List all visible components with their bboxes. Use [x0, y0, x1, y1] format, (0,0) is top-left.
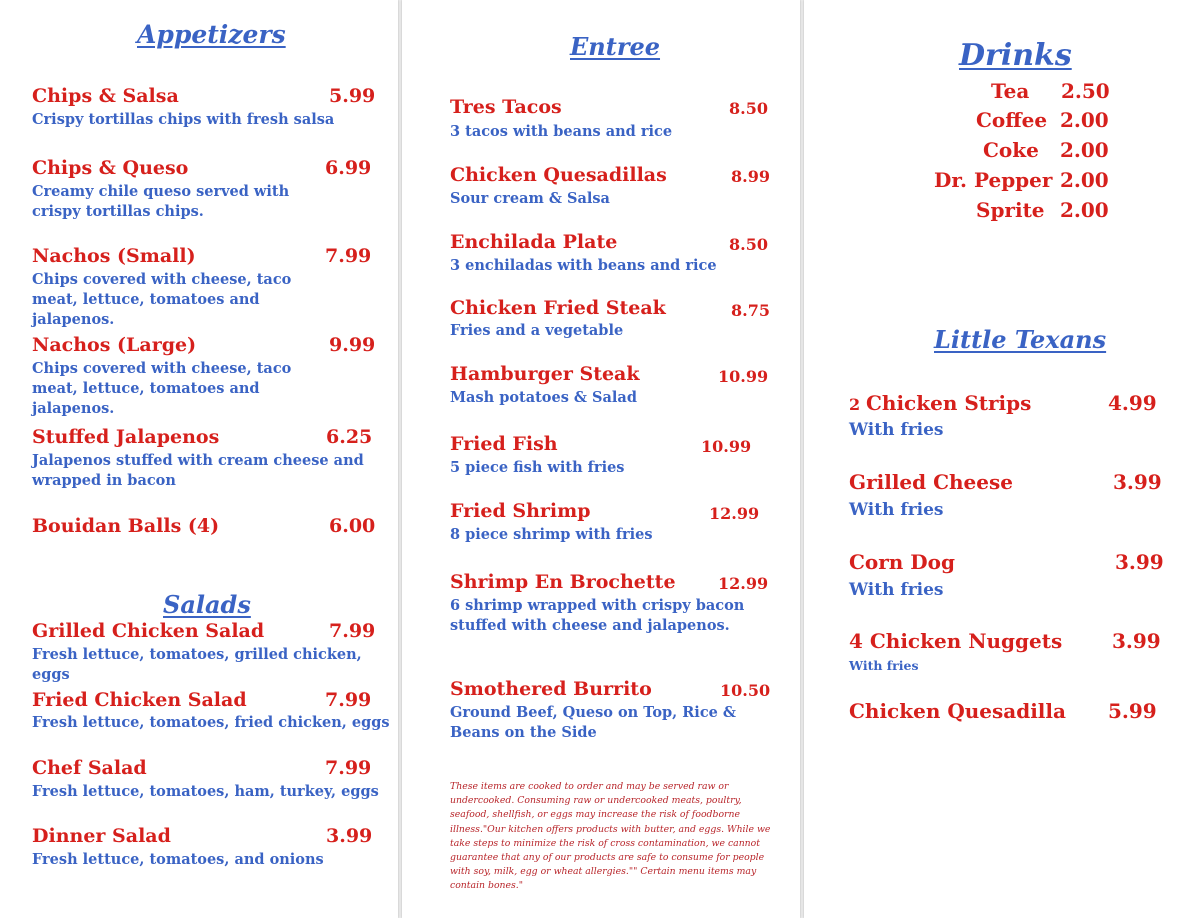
menu-item-desc: Fresh lettuce, tomatoes, grilled chicken, eggs [32, 646, 362, 683]
menu-item-desc: With fries [849, 658, 919, 673]
menu-item-price: 8.99 [731, 167, 770, 186]
menu-item-name: Shrimp En Brochette [450, 571, 676, 593]
menu-item-price: 10.99 [701, 437, 752, 456]
menu-item-price: 8.50 [729, 99, 768, 118]
menu-item-desc: Jalapenos stuffed with cream cheese and wrapped in bacon [32, 452, 364, 489]
menu-item-price: 3.99 [1113, 470, 1162, 494]
menu-item-desc: 3 tacos with beans and rice [450, 123, 673, 140]
drink-price: 2.00 [1060, 168, 1109, 192]
menu-item-price: 3.99 [1115, 550, 1164, 574]
menu-item-desc: Fresh lettuce, tomatoes, and onions [32, 851, 324, 868]
menu-item-price: 7.99 [329, 620, 376, 642]
menu-item-desc: Chips covered with cheese, taco meat, lettuce, tomatoes and jalapenos. [32, 271, 292, 328]
menu-item-name: Chicken Quesadillas [450, 164, 667, 186]
menu-item-price: 7.99 [325, 245, 372, 267]
menu-item-name: Chicken Fried Steak [450, 297, 666, 319]
menu-item-price: 4.99 [1108, 391, 1157, 415]
food-safety-disclaimer: These items are cooked to order and may be served raw or undercooked. Consuming raw or undercooked meats, poultry, seafood, shellfish, or eggs may increase the risk of foodborne illness."Our kitchen offers products with butter, and eggs. While we take steps to minimize the risk of cross contamination, we cannot guarantee that any of our products are safe to consume for people with soy, milk, egg or wheat allergies."" Certain menu items may contain bones." [450, 781, 771, 892]
menu-item-name: Fried Chicken Salad [32, 689, 247, 711]
menu-panel-drinks-kids [804, 0, 1200, 918]
drink-price: 2.50 [1061, 79, 1110, 103]
menu-item-desc: 8 piece shrimp with fries [450, 526, 653, 543]
menu-item-name: Bouidan Balls (4) [32, 515, 220, 537]
menu-item-price: 8.75 [731, 301, 770, 320]
menu-item-desc: Mash potatoes & Salad [450, 389, 637, 406]
menu-item-name: Corn Dog [849, 550, 955, 574]
menu-item-desc: Chips covered with cheese, taco meat, lettuce, tomatoes and jalapenos. [32, 360, 292, 417]
menu-item-name: Fried Fish [450, 433, 558, 455]
menu-item-name: Dinner Salad [32, 825, 171, 847]
menu-item-name: Nachos (Large) [32, 334, 197, 356]
menu-item-price: 3.99 [1112, 629, 1161, 653]
menu-item-desc: With fries [849, 500, 944, 520]
menu-item-name: Grilled Cheese [849, 470, 1013, 494]
menu-item-name: Tres Tacos [450, 96, 562, 118]
menu-panel-entree [402, 0, 800, 918]
drink-name: Tea [991, 79, 1030, 103]
menu-item-desc: Ground Beef, Queso on Top, Rice & Beans on the Side [450, 704, 737, 741]
little-texans-heading: Little Texans [934, 325, 1107, 354]
menu-item-name: Chef Salad [32, 757, 147, 779]
menu-item-name: Chips & Salsa [32, 85, 179, 107]
kids-item-qty: 2 [849, 395, 861, 414]
appetizers-heading: Appetizers [137, 20, 286, 49]
menu-item-price: 10.99 [718, 367, 769, 386]
menu-item-name: 4 Chicken Nuggets [849, 629, 1063, 653]
menu-item-price: 7.99 [325, 757, 372, 779]
menu-item-name: Stuffed Jalapenos [32, 426, 220, 448]
drink-price: 2.00 [1060, 138, 1109, 162]
drinks-heading: Drinks [959, 38, 1072, 73]
drink-name: Coffee [976, 108, 1048, 132]
drink-name: Sprite [976, 198, 1045, 222]
menu-item-desc: With fries [849, 580, 944, 600]
menu-item-price: 10.50 [720, 681, 771, 700]
menu-item-name: Fried Shrimp [450, 500, 591, 522]
drink-price: 2.00 [1060, 198, 1109, 222]
menu-item-price: 6.99 [325, 157, 372, 179]
entree-heading: Entree [570, 32, 661, 61]
menu-item-name: Chicken Strips [866, 391, 1032, 415]
menu-item-price: 6.25 [326, 426, 373, 448]
menu-item-price: 3.99 [326, 825, 373, 847]
menu-item-price: 5.99 [329, 85, 376, 107]
menu-item-desc: Fresh lettuce, tomatoes, fried chicken, eggs [32, 714, 390, 731]
menu-item-name: Grilled Chicken Salad [32, 620, 265, 642]
menu-item-desc: Crispy tortillas chips with fresh salsa [32, 111, 335, 128]
menu-item-price: 8.50 [729, 235, 768, 254]
menu-item-name: Chicken Quesadilla [849, 699, 1066, 723]
menu-item-desc: Fries and a vegetable [450, 322, 624, 339]
menu-item-price: 12.99 [718, 574, 769, 593]
drink-name: Dr. Pepper [934, 168, 1053, 192]
menu-item-price: 12.99 [709, 504, 760, 523]
salads-heading: Salads [163, 590, 251, 619]
menu-item-desc: Creamy chile queso served with crispy tortillas chips. [32, 183, 290, 220]
menu-item-desc: With fries [849, 420, 944, 440]
menu-item-price: 9.99 [329, 334, 376, 356]
menu-item-price: 5.99 [1108, 699, 1157, 723]
menu-item-desc: Fresh lettuce, tomatoes, ham, turkey, eggs [32, 783, 379, 800]
menu-item-name: Smothered Burrito [450, 678, 652, 700]
menu-item-desc: 3 enchiladas with beans and rice [450, 257, 717, 274]
menu-item-price: 6.00 [329, 515, 376, 537]
menu-item-price: 7.99 [325, 689, 372, 711]
menu-item-desc: 6 shrimp wrapped with crispy bacon stuffed with cheese and jalapenos. [450, 597, 745, 634]
menu-panel-appetizers-salads [0, 0, 398, 918]
menu-item-name: Enchilada Plate [450, 231, 618, 253]
drink-price: 2.00 [1060, 108, 1109, 132]
menu-item-name: Chips & Queso [32, 157, 189, 179]
menu-item-desc: Sour cream & Salsa [450, 190, 610, 207]
menu-item-name: Nachos (Small) [32, 245, 196, 267]
menu-item-desc: 5 piece fish with fries [450, 459, 625, 476]
menu-item-name: Hamburger Steak [450, 363, 640, 385]
drink-name: Coke [983, 138, 1039, 162]
